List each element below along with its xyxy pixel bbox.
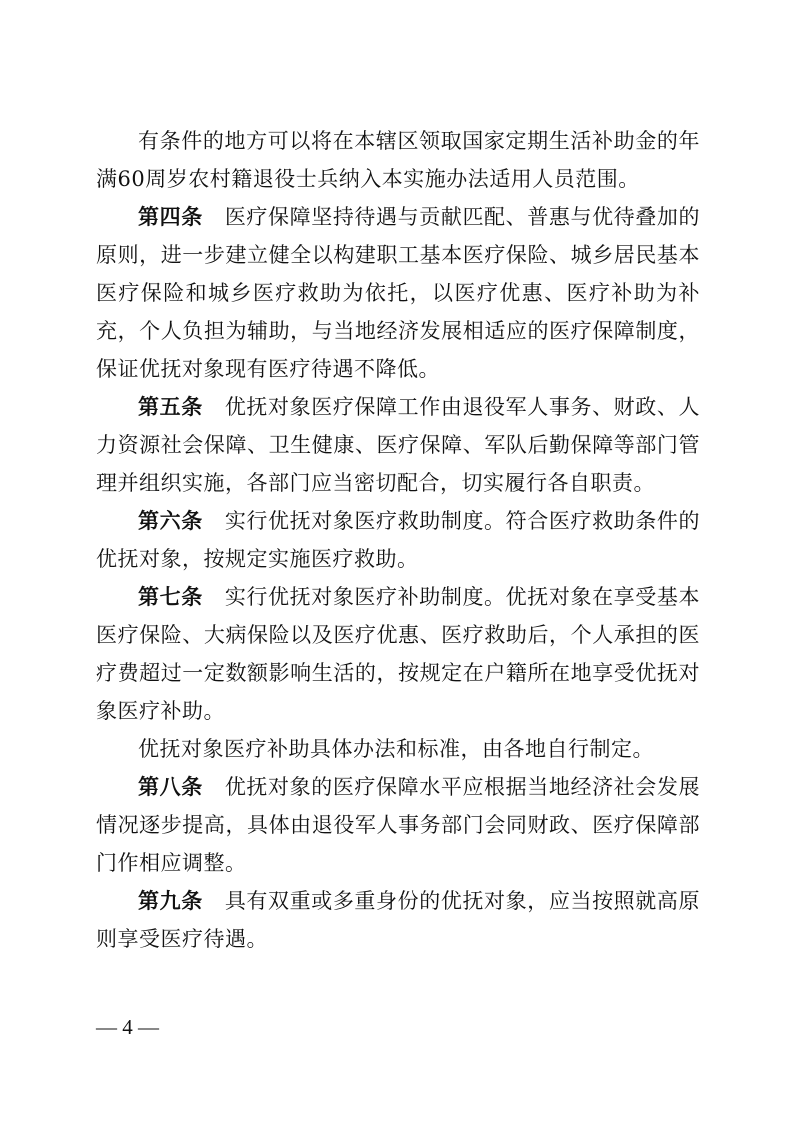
paragraph-text: 实行优抚对象医疗救助制度。符合医疗救助条件的优抚对象，按规定实施医疗救助。	[96, 509, 700, 571]
paragraph-text: 具有双重或多重身份的优抚对象，应当按照就高原则享受医疗待遇。	[96, 889, 700, 951]
paragraph-text: 实行优抚对象医疗补助制度。优抚对象在享受基本医疗保险、大病保险以及医疗优惠、医疗救助后，个人承担的医疗费超过一定数额影响生活的，按规定在户籍所在地享受优抚对象医疗补助。	[96, 585, 700, 723]
paragraph-text: 优抚对象的医疗保障水平应根据当地经济社会发展情况逐步提高，具体由退役军人事务部门会同财政、医疗保障部门作相应调整。	[96, 775, 700, 875]
paragraph-text: 优抚对象医疗保障工作由退役军人事务、财政、人力资源社会保障、卫生健康、医疗保障、军队后勤保障等部门管理并组织实施，各部门应当密切配合，切实履行各自职责。	[96, 395, 700, 495]
article-paragraph	[96, 502, 700, 578]
article-paragraph	[96, 198, 700, 388]
article-number: 第四条	[138, 205, 203, 229]
article-number: 第五条	[138, 395, 203, 419]
document-body	[96, 122, 700, 958]
article-number: 第七条	[138, 585, 203, 609]
paragraph-text: 有条件的地方可以将在本辖区领取国家定期生活补助金的年满60周岁农村籍退役士兵纳入本实施办法适用人员范围。	[96, 129, 700, 191]
article-paragraph	[96, 578, 700, 730]
paragraph	[96, 730, 700, 768]
article-paragraph	[96, 768, 700, 882]
page-number: — 4 —	[96, 1015, 159, 1039]
paragraph-text: 医疗保障坚持待遇与贡献匹配、普惠与优待叠加的原则，进一步建立健全以构建职工基本医疗保险、城乡居民基本医疗保险和城乡医疗救助为依托，以医疗优惠、医疗补助为补充，个人负担为辅助，与当地经济发展相适应的医疗保障制度，保证优抚对象现有医疗待遇不降低。	[96, 205, 700, 381]
article-number: 第九条	[138, 889, 203, 913]
article-paragraph	[96, 882, 700, 958]
article-number: 第八条	[138, 775, 203, 799]
paragraph-text: 优抚对象医疗补助具体办法和标准，由各地自行制定。	[138, 737, 654, 761]
article-number: 第六条	[138, 509, 203, 533]
paragraph	[96, 122, 700, 198]
article-paragraph	[96, 388, 700, 502]
